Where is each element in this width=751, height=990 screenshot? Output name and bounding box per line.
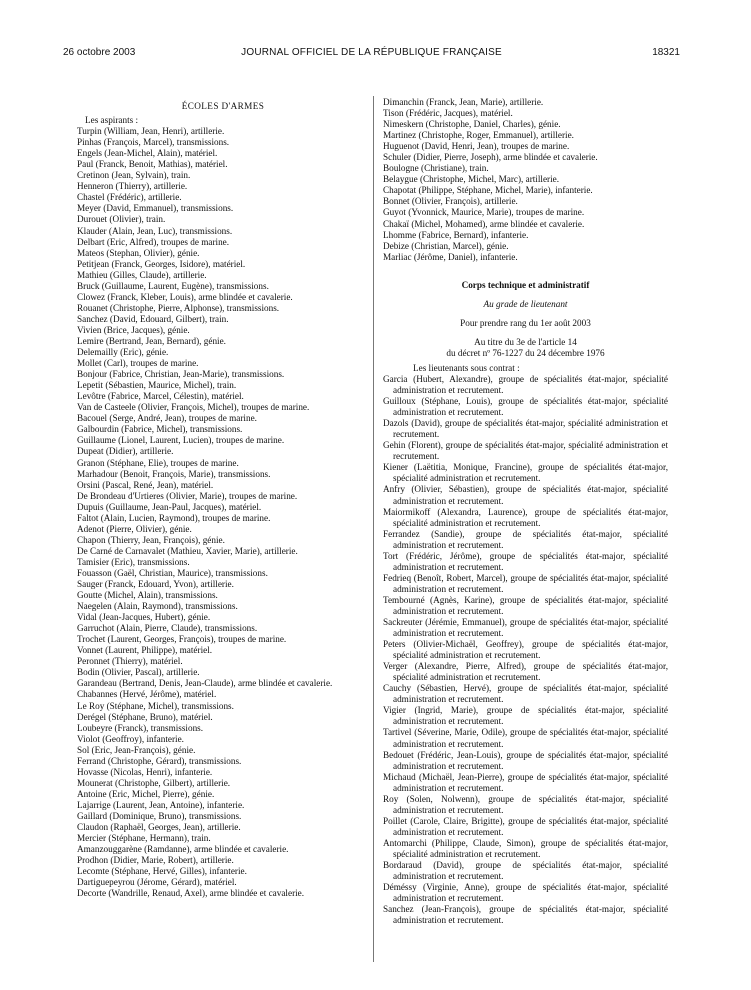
list-item: Cretinon (Jean, Sylvain), train.: [77, 170, 191, 181]
list-item: Chabannes (Hervé, Jérôme), matériel.: [77, 689, 217, 700]
list-item: Paul (Franck, Benoit, Mathias), matériel.: [77, 159, 228, 170]
list-item: Bedouet (Frédéric, Jean-Louis), groupe de spécialités état-major, spécialité administration et recrutement.: [383, 749, 668, 771]
list-item: Lecomte (Stéphane, Hervé, Gilles), infanterie.: [77, 866, 247, 877]
title-line-1: Au titre du 3e de l'article 14: [474, 336, 577, 347]
list-item: Cauchy (Sébastien, Hervé), groupe de spécialités état-major, spécialité administration et recrutement.: [383, 683, 668, 705]
list-item: Van de Casteele (Olivier, François, Michel), troupes de marine.: [77, 402, 310, 413]
page-number: 18321: [652, 47, 680, 58]
list-item: Amanzouggarène (Ramdanne), arme blindée et cavalerie.: [77, 844, 289, 855]
list-item: Chapon (Thierry, Jean, François), génie.: [77, 534, 225, 545]
list-item: Bonjour (Fabrice, Christian, Jean-Marie), transmissions.: [77, 369, 285, 380]
list-item: De Brondeau d'Urtieres (Olivier, Marie), troupes de marine.: [77, 490, 298, 501]
list-item: Goutte (Michel, Alain), transmissions.: [77, 590, 218, 601]
list-item: Roy (Solen, Nolwenn), groupe de spécialités état-major, spécialité administration et recrutement.: [383, 793, 668, 815]
list-item: Adenot (Pierre, Olivier), génie.: [77, 523, 192, 534]
list-item: Turpin (William, Jean, Henri), artillerie.: [77, 126, 225, 137]
list-item: Mateos (Stephan, Olivier), génie.: [77, 247, 200, 258]
list-item: Delbart (Eric, Alfred), troupes de marine.: [77, 236, 230, 247]
list-item: Maiormikoff (Alexandra, Laurence), groupe de spécialités état-major, spécialité administration et recrutement.: [383, 506, 668, 528]
list-item: Tembourné (Agnès, Karine), groupe de spécialités état-major, spécialité administration et recrutement.: [383, 594, 668, 616]
list-item: Decorte (Wandrille, Renaud, Axel), arme blindée et cavalerie.: [77, 888, 305, 899]
list-item: Chapotat (Philippe, Stéphane, Michel, Marie), infanterie.: [383, 185, 593, 196]
list-item: Michaud (Michaël, Jean-Pierre), groupe de spécialités état-major, spécialité administration et recrutement.: [383, 771, 668, 793]
list-item: Peters (Olivier-Michaël, Geoffrey), groupe de spécialités état-major, spécialité administration et recrutement.: [383, 639, 668, 661]
list-item: Peronnet (Thierry), matériel.: [77, 656, 183, 667]
list-item: Marhadour (Benoit, François, Marie), transmissions.: [77, 468, 271, 479]
subheading-lieutenants: Les lieutenants sous contrat :: [413, 362, 520, 373]
list-item: Huguenot (David, Henri, Jean), troupes de marine.: [383, 141, 570, 152]
list-item: Tartivel (Séverine, Marie, Odile), groupe de spécialités état-major, spécialité administration et recrutement.: [383, 727, 668, 749]
list-item: Sol (Eric, Jean-François), génie.: [77, 744, 196, 755]
list-item: Anfry (Olivier, Sébastien), groupe de spécialités état-major, spécialité administration et recrutement.: [383, 484, 668, 506]
list-item: Martinez (Christophe, Roger, Emmanuel), artillerie.: [383, 130, 574, 141]
list-item: Garruchot (Alain, Pierre, Claude), transmissions.: [77, 623, 258, 634]
list-item: Rouanet (Christophe, Pierre, Alphonse), transmissions.: [77, 302, 280, 313]
list-item: Dimanchin (Franck, Jean, Marie), artillerie.: [383, 97, 544, 107]
list-item: Poillet (Carole, Claire, Brigitte), groupe de spécialités état-major, spécialité administration et recrutement.: [383, 815, 668, 837]
list-item: Claudon (Raphaël, Georges, Jean), artillerie.: [77, 822, 241, 833]
list-item: Guyot (Yvonnick, Maurice, Marie), troupes de marine.: [383, 207, 585, 218]
list-item: Le Roy (Stéphane, Michel), transmissions.: [77, 700, 234, 711]
list-item: Clowez (Franck, Kleber, Louis), arme blindée et cavalerie.: [77, 291, 293, 302]
list-item: Fouasson (Gaël, Christian, Maurice), transmissions.: [77, 567, 268, 578]
section-subtitle: Au grade de lieutenant: [483, 298, 568, 309]
list-item: Dupeat (Didier), artillerie.: [77, 446, 174, 457]
list-item: Tison (Frédéric, Jacques), matériel.: [383, 108, 513, 119]
list-item: Mollet (Carl), troupes de marine.: [77, 358, 199, 369]
list-item: Engels (Jean-Michel, Alain), matériel.: [77, 148, 218, 159]
page-header: [63, 47, 680, 63]
list-item: Bacouel (Serge, André, Jean), troupes de marine.: [77, 413, 257, 424]
list-item: Pinhas (François, Marcel), transmissions.: [77, 137, 230, 148]
list-item: Petitjean (Franck, Georges, Isidore), matériel.: [77, 258, 246, 269]
list-item: Derégel (Stéphane, Bruno), matériel.: [77, 711, 213, 722]
list-item: Vivien (Brice, Jacques), génie.: [77, 324, 190, 335]
section-title: Corps technique et administratif: [461, 279, 590, 290]
list-item: Henneron (Thierry), artillerie.: [77, 181, 188, 192]
list-item: Ferrand (Christophe, Gérard), transmissions.: [77, 755, 242, 766]
list-item: Klauder (Alain, Jean, Luc), transmissions.: [77, 225, 233, 236]
list-item: Dartiguepeyrou (Jérome, Gérard), matériel.: [77, 877, 237, 888]
list-item: Trochet (Laurent, Georges, François), troupes de marine.: [77, 634, 287, 645]
list-item: Dazols (David), groupe de spécialités état-major, spécialité administration et recrutement.: [383, 418, 668, 440]
list-item: Tamisier (Eric), transmissions.: [77, 556, 190, 567]
list-item: Delemailly (Eric), génie.: [77, 347, 169, 358]
list-item: Chastel (Frédéric), artillerie.: [77, 192, 182, 203]
list-item: Sackreuter (Jérémie, Emmanuel), groupe de spécialités état-major, spécialité administration et recrutement.: [383, 617, 668, 639]
list-item: Kiener (Laëtitia, Monique, Francine), groupe de spécialités état-major, spécialité administration et recrutement.: [383, 462, 668, 484]
list-item: Boulogne (Christiane), train.: [383, 163, 489, 174]
list-item: Prodhon (Didier, Marie, Robert), artillerie.: [77, 855, 234, 866]
list-item: Vidal (Jean-Jacques, Hubert), génie.: [77, 612, 211, 623]
list-item: Antoine (Eric, Michel, Pierre), génie.: [77, 788, 215, 799]
list-item: Bordaraud (David), groupe de spécialités état-major, spécialité administration et recrutement.: [383, 860, 668, 882]
list-item: Nimeskern (Christophe, Daniel, Charles), génie.: [383, 119, 561, 130]
list-item: Gehin (Florent), groupe de spécialités état-major, spécialité administration et recrutement.: [383, 440, 668, 462]
rank-line: Pour prendre rang du 1er août 2003: [460, 317, 591, 328]
list-item: Faltot (Alain, Lucien, Raymond), troupes de marine.: [77, 512, 271, 523]
list-item: Hovasse (Nicolas, Henri), infanterie.: [77, 766, 213, 777]
list-item: Naegelen (Alain, Raymond), transmissions.: [77, 601, 238, 612]
list-item: Vigier (Ingrid, Marie), groupe de spécialités état-major, spécialité administration et recrutement.: [383, 705, 668, 727]
list-item: Déméssy (Virginie, Anne), groupe de spécialités état-major, spécialité administration et recrutement.: [383, 882, 668, 904]
list-item: Galbourdin (Fabrice, Michel), transmissions.: [77, 424, 243, 435]
list-item: Garandeau (Bertrand, Denis, Jean-Claude), arme blindée et cavalerie.: [77, 678, 333, 689]
list-item: Levôtre (Fabrice, Marcel, Célestin), matériel.: [77, 391, 244, 402]
list-item: Lepetit (Sébastien, Maurice, Michel), train.: [77, 380, 237, 391]
list-item: Verger (Alexandre, Pierre, Alfred), groupe de spécialités état-major, spécialité administration et recrutement.: [383, 661, 668, 683]
list-item: Granon (Stéphane, Elie), troupes de marine.: [77, 457, 239, 468]
list-item: Tort (Frédéric, Jérôme), groupe de spécialités état-major, spécialité administration et recrutement.: [383, 550, 668, 572]
list-item: Mounerat (Christophe, Gilbert), artillerie.: [77, 777, 231, 788]
list-item: Ferrandez (Sandie), groupe de spécialités état-major, spécialité administration et recrutement.: [383, 528, 668, 550]
list-item: Guillaume (Lionel, Laurent, Lucien), troupes de marine.: [77, 435, 285, 446]
list-item: Mercier (Stéphane, Hermann), train.: [77, 833, 211, 844]
list-item: Sanchez (Jean-François), groupe de spécialités état-major, spécialité administration et recrutement.: [383, 904, 668, 926]
list-item: Lemire (Bertrand, Jean, Bernard), génie.: [77, 335, 226, 346]
list-item: De Carné de Carnavalet (Mathieu, Xavier, Marie), artillerie.: [77, 545, 298, 556]
section-heading-ecoles: ÉCOLES D'ARMES: [181, 101, 265, 111]
list-item: Schuler (Didier, Pierre, Joseph), arme blindée et cavalerie.: [383, 152, 598, 163]
list-item: Fedrieq (Benoît, Robert, Marcel), groupe de spécialités état-major, spécialité administration et recrutement.: [383, 572, 668, 594]
header-title: JOURNAL OFFICIEL DE LA RÉPUBLIQUE FRANÇAISE: [241, 47, 502, 58]
aspirants-list: [77, 126, 369, 899]
title-line-2: du décret nº 76-1227 du 24 décembre 1976: [446, 347, 605, 358]
list-item: Orsini (Pascal, René, Jean), matériel.: [77, 479, 214, 490]
list-item: Bonnet (Olivier, François), artillerie.: [383, 196, 518, 207]
list-item: Lhomme (Fabrice, Bernard), infanterie.: [383, 229, 529, 240]
list-item: Violot (Geoffroy), infanterie.: [77, 733, 184, 744]
list-item: Guilloux (Stéphane, Louis), groupe de spécialités état-major, spécialité administration et recrutement.: [383, 396, 668, 418]
list-item: Durouet (Olivier), train.: [77, 214, 166, 225]
list-item: Marliac (Jérôme, Daniel), infanterie.: [383, 251, 518, 262]
left-column: [77, 97, 369, 899]
list-item: Debize (Christian, Marcel), génie.: [383, 240, 509, 251]
aspirants-list-continued: [383, 97, 668, 263]
list-item: Antomarchi (Philippe, Claude, Simon), groupe de spécialités état-major, spécialité administration et recrutement.: [383, 837, 668, 859]
lieutenants-list: [383, 374, 668, 926]
list-item: Vonnet (Laurent, Philippe), matériel.: [77, 645, 213, 656]
list-item: Lajarrige (Laurent, Jean, Antoine), infanterie.: [77, 799, 245, 810]
list-item: Bruck (Guillaume, Laurent, Eugène), transmissions.: [77, 280, 269, 291]
header-date: 26 octobre 2003: [63, 47, 136, 58]
list-item: Belaygue (Christophe, Michel, Marc), artillerie.: [383, 174, 560, 185]
list-item: Garcia (Hubert, Alexandre), groupe de spécialités état-major, spécialité administration et recrutement.: [383, 373, 668, 396]
subheading-aspirants: Les aspirants :: [85, 115, 139, 126]
list-item: Chakaï (Michel, Mohamed), arme blindée et cavalerie.: [383, 218, 585, 229]
list-item: Loubeyre (Franck), transmissions.: [77, 722, 204, 733]
list-item: Meyer (David, Emmanuel), transmissions.: [77, 203, 234, 214]
column-divider: [373, 96, 374, 962]
right-column: [383, 97, 668, 926]
list-item: Bodin (Olivier, Pascal), artillerie.: [77, 667, 200, 678]
list-item: Gaillard (Dominique, Bruno), transmissions.: [77, 811, 242, 821]
list-item: Dupuis (Guillaume, Jean-Paul, Jacques), matériel.: [77, 501, 262, 512]
list-item: Sanchez (David, Edouard, Gilbert), train.: [77, 313, 229, 324]
list-item: Mathieu (Gilles, Claude), artillerie.: [77, 269, 207, 280]
list-item: Sauger (Franck, Edouard, Yvon), artillerie.: [77, 579, 234, 590]
